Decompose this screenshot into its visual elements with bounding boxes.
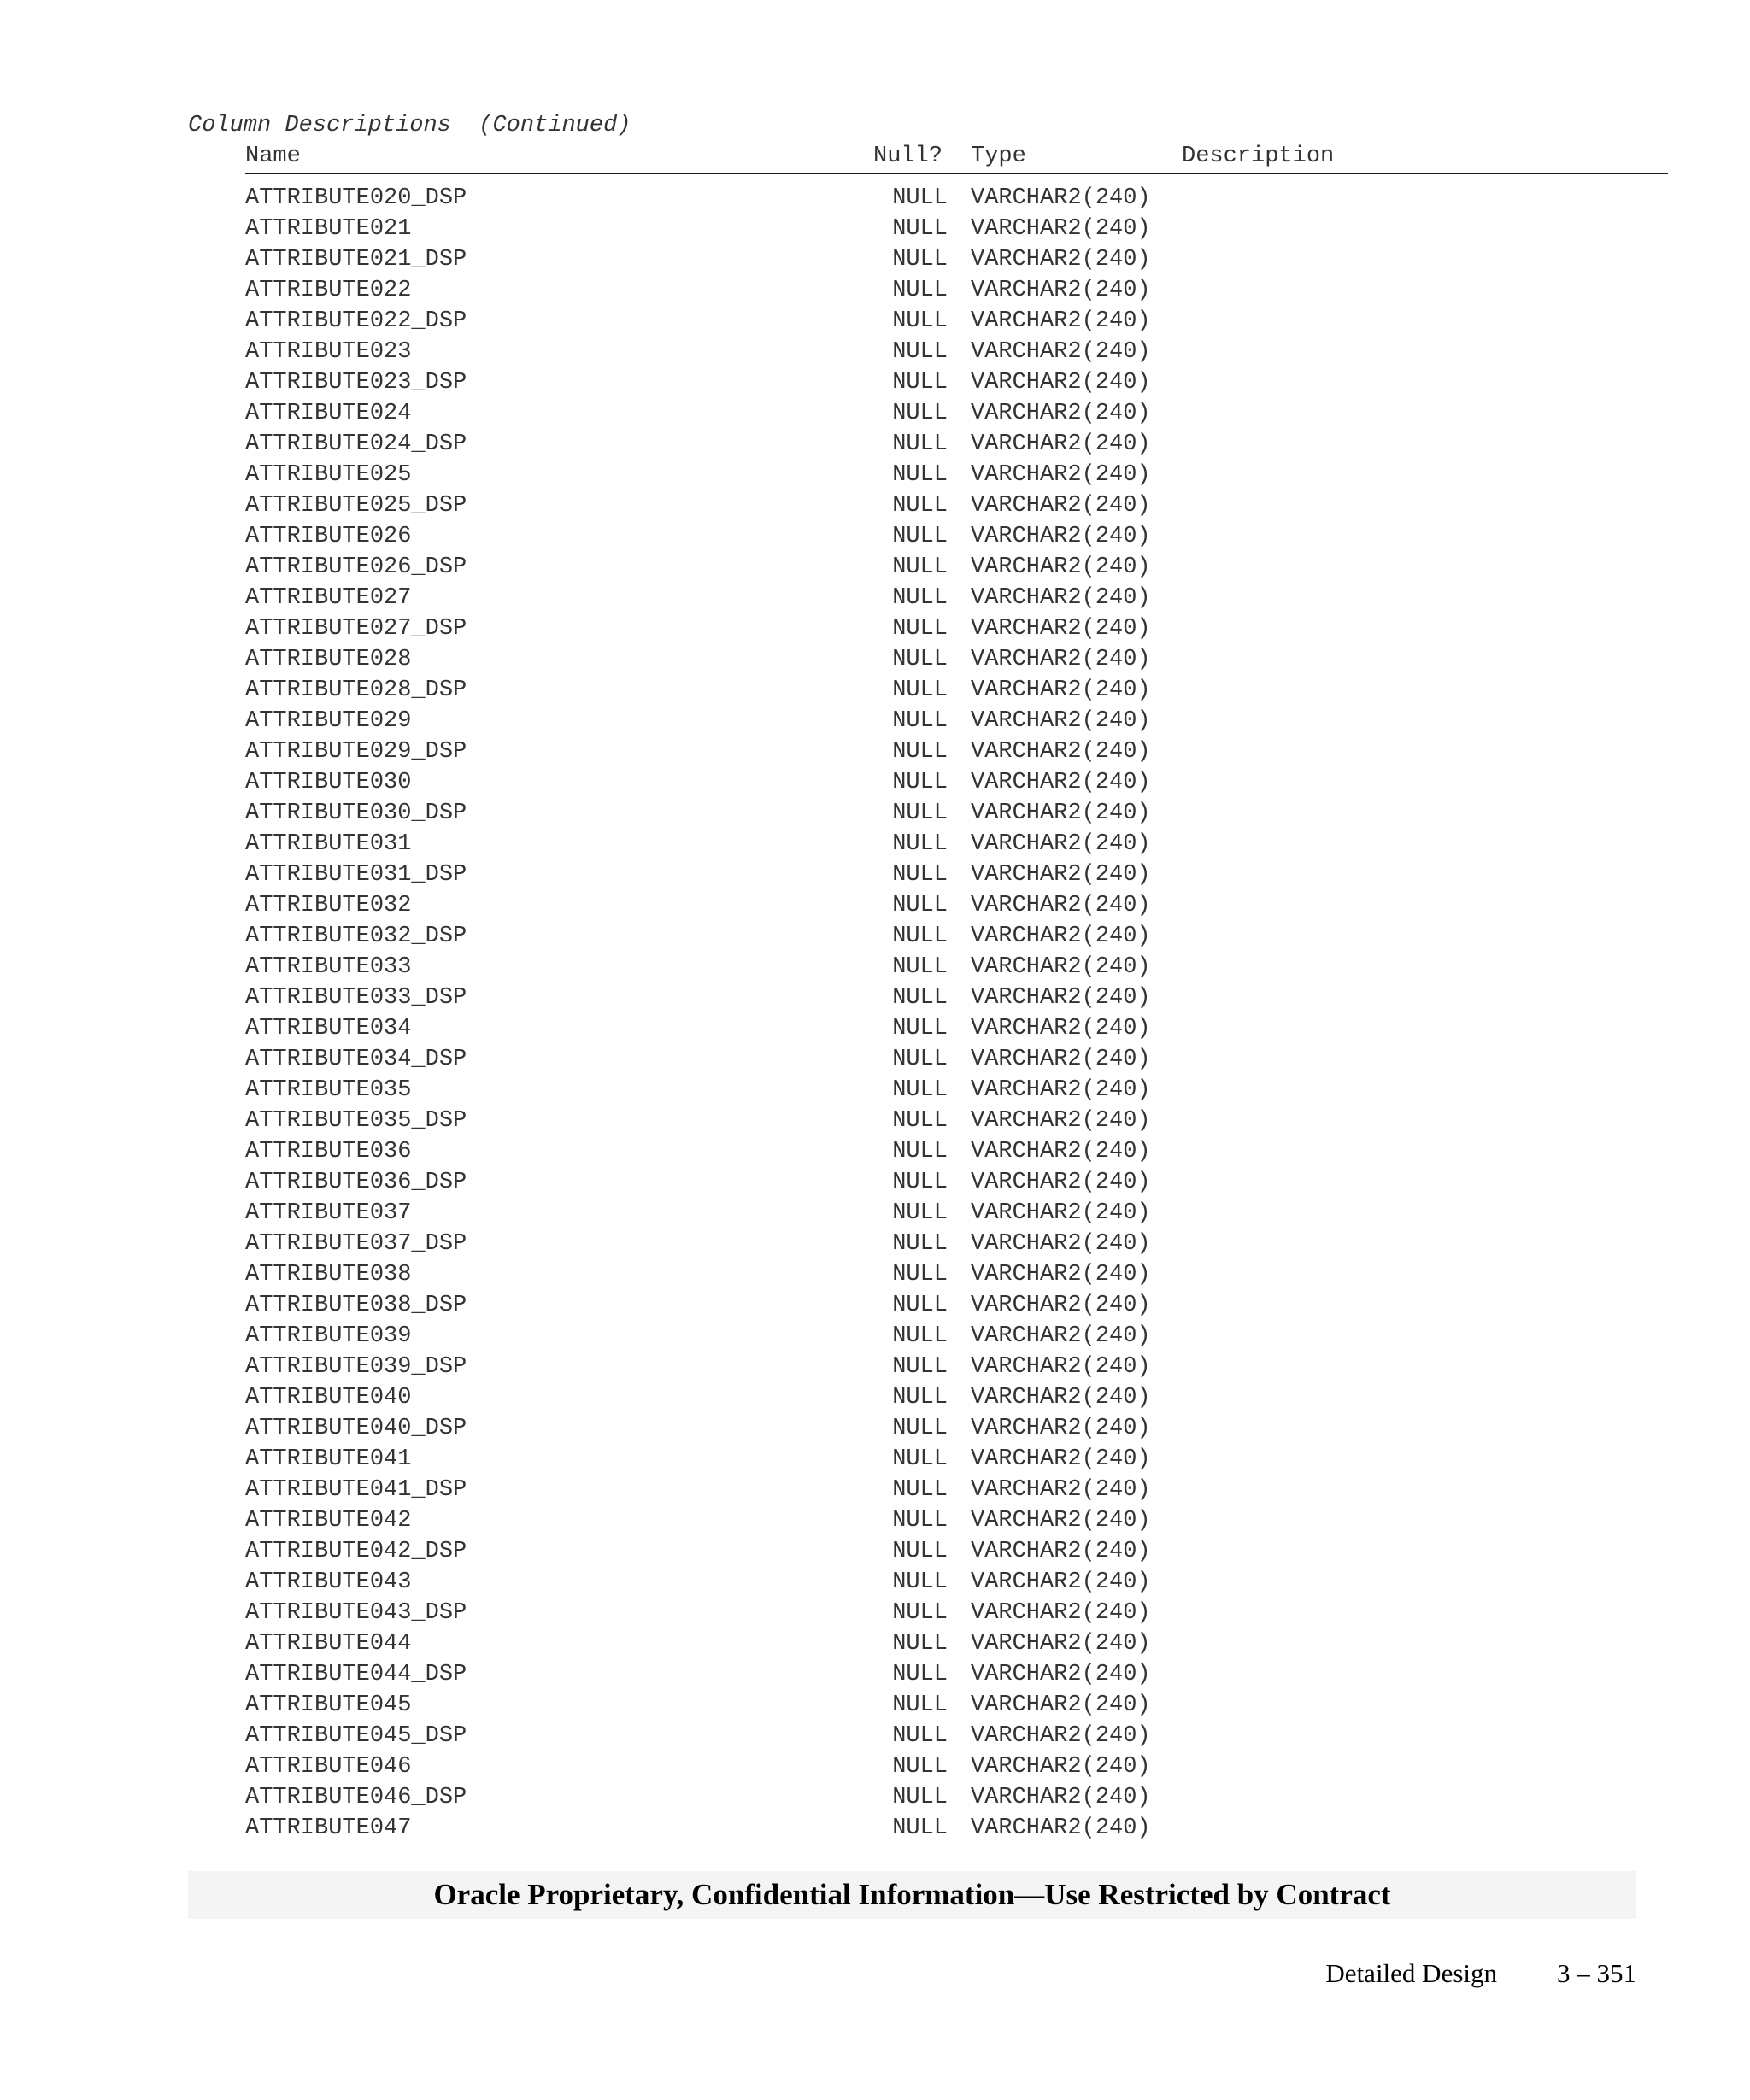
type-cell: VARCHAR2(240)	[971, 1723, 1151, 1749]
column-name-cell: ATTRIBUTE025_DSP	[245, 493, 467, 519]
type-cell: VARCHAR2(240)	[971, 1262, 1151, 1288]
column-name-cell: ATTRIBUTE025	[245, 462, 412, 488]
type-cell: VARCHAR2(240)	[971, 770, 1151, 795]
type-cell: VARCHAR2(240)	[971, 1016, 1151, 1041]
type-cell: VARCHAR2(240)	[971, 831, 1151, 857]
column-header-type: Type	[971, 144, 1026, 169]
null-cell: NULL	[892, 401, 948, 426]
type-cell: VARCHAR2(240)	[971, 524, 1151, 549]
null-cell: NULL	[892, 462, 948, 488]
section-caption: Column Descriptions (Continued)	[188, 113, 631, 138]
type-cell: VARCHAR2(240)	[971, 278, 1151, 303]
null-cell: NULL	[892, 1785, 948, 1810]
null-cell: NULL	[892, 678, 948, 703]
column-name-cell: ATTRIBUTE036	[245, 1139, 412, 1164]
column-name-cell: ATTRIBUTE026_DSP	[245, 554, 467, 580]
type-cell: VARCHAR2(240)	[971, 1293, 1151, 1318]
column-name-cell: ATTRIBUTE043	[245, 1569, 412, 1595]
null-cell: NULL	[892, 862, 948, 888]
table-row	[245, 1290, 1668, 1321]
table-row	[245, 275, 1668, 306]
type-cell: VARCHAR2(240)	[971, 678, 1151, 703]
column-name-cell: ATTRIBUTE028	[245, 647, 412, 672]
column-name-cell: ATTRIBUTE028_DSP	[245, 678, 467, 703]
table-row	[245, 1782, 1668, 1813]
null-cell: NULL	[892, 1816, 948, 1841]
null-cell: NULL	[892, 739, 948, 765]
null-cell: NULL	[892, 985, 948, 1011]
type-cell: VARCHAR2(240)	[971, 308, 1151, 334]
null-cell: NULL	[892, 831, 948, 857]
null-cell: NULL	[892, 1692, 948, 1718]
table-row	[245, 859, 1668, 890]
column-name-cell: ATTRIBUTE039_DSP	[245, 1354, 467, 1380]
table-row	[245, 460, 1668, 490]
column-name-cell: ATTRIBUTE022	[245, 278, 412, 303]
footer-section-name: Detailed Design	[1325, 1958, 1497, 1988]
column-name-cell: ATTRIBUTE021_DSP	[245, 247, 467, 273]
table-row	[245, 244, 1668, 275]
null-cell: NULL	[892, 954, 948, 980]
column-name-cell: ATTRIBUTE032	[245, 893, 412, 918]
type-cell: VARCHAR2(240)	[971, 1354, 1151, 1380]
type-cell: VARCHAR2(240)	[971, 1754, 1151, 1780]
table-row	[245, 490, 1668, 521]
table-row	[245, 306, 1668, 337]
null-cell: NULL	[892, 1569, 948, 1595]
null-cell: NULL	[892, 1446, 948, 1472]
table-row	[245, 1598, 1668, 1628]
column-name-cell: ATTRIBUTE034_DSP	[245, 1047, 467, 1072]
type-cell: VARCHAR2(240)	[971, 1662, 1151, 1687]
column-name-cell: ATTRIBUTE031_DSP	[245, 862, 467, 888]
column-name-cell: ATTRIBUTE031	[245, 831, 412, 857]
column-name-cell: ATTRIBUTE047	[245, 1816, 412, 1841]
table-row	[245, 183, 1668, 214]
null-cell: NULL	[892, 1108, 948, 1134]
confidentiality-banner: Oracle Proprietary, Confidential Information––Use Restricted by Contract	[188, 1871, 1636, 1919]
column-name-cell: ATTRIBUTE035	[245, 1077, 412, 1103]
type-cell: VARCHAR2(240)	[971, 893, 1151, 918]
null-cell: NULL	[892, 216, 948, 242]
type-cell: VARCHAR2(240)	[971, 924, 1151, 949]
type-cell: VARCHAR2(240)	[971, 1600, 1151, 1626]
null-cell: NULL	[892, 770, 948, 795]
type-cell: VARCHAR2(240)	[971, 647, 1151, 672]
table-row	[245, 1106, 1668, 1136]
table-row	[245, 1229, 1668, 1259]
table-row	[245, 1628, 1668, 1659]
null-cell: NULL	[892, 1416, 948, 1441]
null-cell: NULL	[892, 524, 948, 549]
table-row	[245, 1721, 1668, 1751]
column-name-cell: ATTRIBUTE024_DSP	[245, 431, 467, 457]
table-row	[245, 1659, 1668, 1690]
column-name-cell: ATTRIBUTE038	[245, 1262, 412, 1288]
column-name-cell: ATTRIBUTE020_DSP	[245, 185, 467, 211]
column-name-cell: ATTRIBUTE042_DSP	[245, 1539, 467, 1564]
table-row	[245, 1321, 1668, 1352]
column-name-cell: ATTRIBUTE033_DSP	[245, 985, 467, 1011]
null-cell: NULL	[892, 585, 948, 611]
type-cell: VARCHAR2(240)	[971, 493, 1151, 519]
null-cell: NULL	[892, 1631, 948, 1657]
type-cell: VARCHAR2(240)	[971, 739, 1151, 765]
null-cell: NULL	[892, 339, 948, 365]
type-cell: VARCHAR2(240)	[971, 585, 1151, 611]
type-cell: VARCHAR2(240)	[971, 216, 1151, 242]
type-cell: VARCHAR2(240)	[971, 1692, 1151, 1718]
type-cell: VARCHAR2(240)	[971, 1108, 1151, 1134]
table-row	[245, 367, 1668, 398]
null-cell: NULL	[892, 1385, 948, 1411]
type-cell: VARCHAR2(240)	[971, 247, 1151, 273]
page-number: 3 – 351	[1557, 1958, 1636, 1988]
type-cell: VARCHAR2(240)	[971, 431, 1151, 457]
table-row	[245, 1198, 1668, 1229]
table-row	[245, 1567, 1668, 1598]
type-cell: VARCHAR2(240)	[971, 1139, 1151, 1164]
table-row	[245, 675, 1668, 706]
table-row	[245, 337, 1668, 367]
null-cell: NULL	[892, 1662, 948, 1687]
column-name-cell: ATTRIBUTE043_DSP	[245, 1600, 467, 1626]
column-name-cell: ATTRIBUTE026	[245, 524, 412, 549]
type-cell: VARCHAR2(240)	[971, 401, 1151, 426]
column-name-cell: ATTRIBUTE038_DSP	[245, 1293, 467, 1318]
null-cell: NULL	[892, 1139, 948, 1164]
type-cell: VARCHAR2(240)	[971, 1077, 1151, 1103]
type-cell: VARCHAR2(240)	[971, 1385, 1151, 1411]
null-cell: NULL	[892, 554, 948, 580]
null-cell: NULL	[892, 1016, 948, 1041]
type-cell: VARCHAR2(240)	[971, 1170, 1151, 1195]
type-cell: VARCHAR2(240)	[971, 370, 1151, 396]
null-cell: NULL	[892, 278, 948, 303]
column-name-cell: ATTRIBUTE037_DSP	[245, 1231, 467, 1257]
null-cell: NULL	[892, 247, 948, 273]
null-cell: NULL	[892, 1539, 948, 1564]
type-cell: VARCHAR2(240)	[971, 616, 1151, 642]
column-name-cell: ATTRIBUTE046	[245, 1754, 412, 1780]
table-row	[245, 1136, 1668, 1167]
table-row	[245, 1382, 1668, 1413]
null-cell: NULL	[892, 1723, 948, 1749]
null-cell: NULL	[892, 1047, 948, 1072]
table-row	[245, 1075, 1668, 1106]
null-cell: NULL	[892, 893, 948, 918]
column-name-cell: ATTRIBUTE021	[245, 216, 412, 242]
null-cell: NULL	[892, 431, 948, 457]
type-cell: VARCHAR2(240)	[971, 985, 1151, 1011]
type-cell: VARCHAR2(240)	[971, 1477, 1151, 1503]
table-row	[245, 552, 1668, 583]
table-row	[245, 1352, 1668, 1382]
null-cell: NULL	[892, 708, 948, 734]
null-cell: NULL	[892, 1170, 948, 1195]
table-row	[245, 521, 1668, 552]
table-row	[245, 1413, 1668, 1444]
column-name-cell: ATTRIBUTE036_DSP	[245, 1170, 467, 1195]
type-cell: VARCHAR2(240)	[971, 462, 1151, 488]
null-cell: NULL	[892, 370, 948, 396]
type-cell: VARCHAR2(240)	[971, 1785, 1151, 1810]
table-row	[245, 829, 1668, 859]
column-header-null: Null?	[873, 144, 943, 169]
table-row	[245, 1044, 1668, 1075]
column-name-cell: ATTRIBUTE037	[245, 1200, 412, 1226]
table-row	[245, 1690, 1668, 1721]
null-cell: NULL	[892, 1077, 948, 1103]
column-name-cell: ATTRIBUTE023_DSP	[245, 370, 467, 396]
type-cell: VARCHAR2(240)	[971, 954, 1151, 980]
table-row	[245, 398, 1668, 429]
column-name-cell: ATTRIBUTE042	[245, 1508, 412, 1534]
column-name-cell: ATTRIBUTE033	[245, 954, 412, 980]
null-cell: NULL	[892, 1293, 948, 1318]
table-row	[245, 644, 1668, 675]
table-row	[245, 767, 1668, 798]
null-cell: NULL	[892, 1600, 948, 1626]
column-name-cell: ATTRIBUTE040	[245, 1385, 412, 1411]
null-cell: NULL	[892, 185, 948, 211]
type-cell: VARCHAR2(240)	[971, 1323, 1151, 1349]
null-cell: NULL	[892, 924, 948, 949]
column-name-cell: ATTRIBUTE040_DSP	[245, 1416, 467, 1441]
column-name-cell: ATTRIBUTE045_DSP	[245, 1723, 467, 1749]
null-cell: NULL	[892, 1323, 948, 1349]
column-name-cell: ATTRIBUTE027	[245, 585, 412, 611]
column-name-cell: ATTRIBUTE029	[245, 708, 412, 734]
column-name-cell: ATTRIBUTE030_DSP	[245, 801, 467, 826]
type-cell: VARCHAR2(240)	[971, 1508, 1151, 1534]
null-cell: NULL	[892, 1477, 948, 1503]
column-name-cell: ATTRIBUTE034	[245, 1016, 412, 1041]
type-cell: VARCHAR2(240)	[971, 1047, 1151, 1072]
column-name-cell: ATTRIBUTE027_DSP	[245, 616, 467, 642]
column-name-cell: ATTRIBUTE035_DSP	[245, 1108, 467, 1134]
table-row	[245, 1475, 1668, 1505]
page-footer	[1325, 1958, 1636, 1989]
null-cell: NULL	[892, 493, 948, 519]
column-name-cell: ATTRIBUTE044	[245, 1631, 412, 1657]
null-cell: NULL	[892, 308, 948, 334]
column-table-body	[245, 183, 1668, 1844]
type-cell: VARCHAR2(240)	[971, 801, 1151, 826]
null-cell: NULL	[892, 616, 948, 642]
column-header-description: Description	[1182, 144, 1335, 169]
type-cell: VARCHAR2(240)	[971, 339, 1151, 365]
table-row	[245, 952, 1668, 983]
table-row	[245, 1505, 1668, 1536]
null-cell: NULL	[892, 1754, 948, 1780]
table-row	[245, 214, 1668, 244]
type-cell: VARCHAR2(240)	[971, 1816, 1151, 1841]
null-cell: NULL	[892, 1508, 948, 1534]
null-cell: NULL	[892, 1354, 948, 1380]
table-row	[245, 1813, 1668, 1844]
null-cell: NULL	[892, 647, 948, 672]
column-name-cell: ATTRIBUTE039	[245, 1323, 412, 1349]
column-name-cell: ATTRIBUTE024	[245, 401, 412, 426]
null-cell: NULL	[892, 801, 948, 826]
type-cell: VARCHAR2(240)	[971, 1416, 1151, 1441]
type-cell: VARCHAR2(240)	[971, 1539, 1151, 1564]
table-row	[245, 1444, 1668, 1475]
column-name-cell: ATTRIBUTE032_DSP	[245, 924, 467, 949]
table-row	[245, 890, 1668, 921]
column-name-cell: ATTRIBUTE044_DSP	[245, 1662, 467, 1687]
type-cell: VARCHAR2(240)	[971, 1631, 1151, 1657]
table-row	[245, 983, 1668, 1013]
table-row	[245, 1536, 1668, 1567]
table-row	[245, 921, 1668, 952]
column-name-cell: ATTRIBUTE023	[245, 339, 412, 365]
table-header	[245, 144, 1668, 174]
table-row	[245, 1751, 1668, 1782]
table-row	[245, 706, 1668, 736]
column-name-cell: ATTRIBUTE030	[245, 770, 412, 795]
type-cell: VARCHAR2(240)	[971, 708, 1151, 734]
column-header-name: Name	[245, 144, 301, 169]
table-row	[245, 1013, 1668, 1044]
column-name-cell: ATTRIBUTE046_DSP	[245, 1785, 467, 1810]
type-cell: VARCHAR2(240)	[971, 1569, 1151, 1595]
type-cell: VARCHAR2(240)	[971, 1446, 1151, 1472]
type-cell: VARCHAR2(240)	[971, 554, 1151, 580]
null-cell: NULL	[892, 1262, 948, 1288]
column-name-cell: ATTRIBUTE022_DSP	[245, 308, 467, 334]
table-row	[245, 1167, 1668, 1198]
type-cell: VARCHAR2(240)	[971, 1231, 1151, 1257]
table-row	[245, 613, 1668, 644]
table-row	[245, 1259, 1668, 1290]
null-cell: NULL	[892, 1200, 948, 1226]
table-row	[245, 736, 1668, 767]
table-row	[245, 429, 1668, 460]
column-name-cell: ATTRIBUTE041_DSP	[245, 1477, 467, 1503]
type-cell: VARCHAR2(240)	[971, 862, 1151, 888]
null-cell: NULL	[892, 1231, 948, 1257]
column-name-cell: ATTRIBUTE029_DSP	[245, 739, 467, 765]
column-name-cell: ATTRIBUTE041	[245, 1446, 412, 1472]
type-cell: VARCHAR2(240)	[971, 185, 1151, 211]
column-name-cell: ATTRIBUTE045	[245, 1692, 412, 1718]
type-cell: VARCHAR2(240)	[971, 1200, 1151, 1226]
table-row	[245, 798, 1668, 829]
table-row	[245, 583, 1668, 613]
